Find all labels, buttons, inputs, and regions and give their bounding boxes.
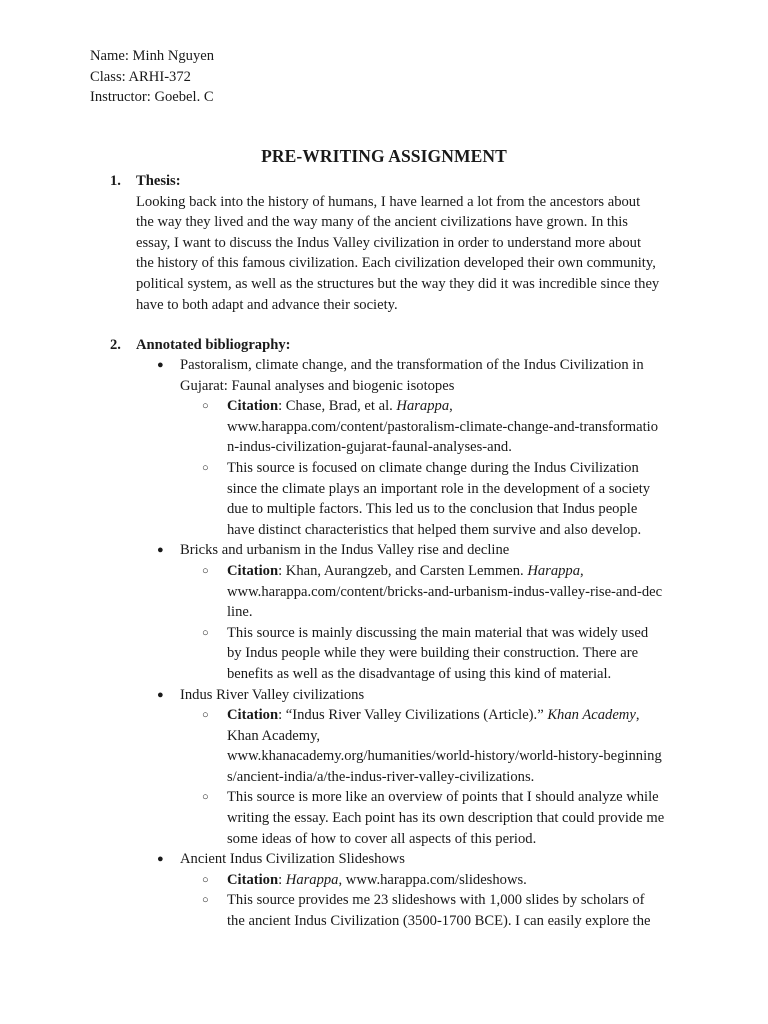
hollow-bullet-icon: ○	[202, 626, 209, 639]
citation-publisher: Harappa	[396, 398, 450, 415]
student-name: Name: Minh Nguyen	[90, 48, 215, 64]
annotation-block	[110, 458, 690, 540]
source-title-text: Bricks and urbanism in the Indus Valley rise and decline	[180, 542, 510, 559]
annotation-line	[110, 458, 690, 479]
citation-label: Citation	[227, 871, 279, 888]
hollow-bullet-icon: ○	[202, 894, 209, 907]
source-title-text: Ancient Indus Civilization Slideshows	[180, 851, 405, 868]
annotation-line	[110, 787, 690, 808]
annotation-line	[110, 499, 690, 520]
citation-url-line: Khan Academy,	[227, 727, 321, 744]
citation-block	[110, 396, 690, 458]
citation-line	[110, 396, 690, 417]
bibliography-entry	[110, 540, 690, 684]
source-title-line	[110, 355, 690, 376]
instructor-name: Instructor: Goebel. C	[90, 89, 214, 106]
thesis-heading: Thesis:	[136, 173, 181, 189]
annotation-text: by Indus people while they were building their construction. There are	[227, 645, 639, 662]
citation-url-line: line.	[227, 604, 253, 621]
citation-block	[110, 870, 690, 891]
citation-url-line: www.khanacademy.org/humanities/world-history/world-history-beginning	[227, 748, 662, 765]
citation-block	[110, 705, 690, 787]
annotation-text: This source is focused on climate change during the Indus Civilization	[227, 459, 639, 476]
annotation-line	[110, 829, 690, 850]
annotation-text: some ideas of how to cover all aspects of this period.	[227, 830, 537, 847]
citation-url-line: s/ancient-india/a/the-indus-river-valley-civilizations.	[227, 768, 535, 785]
student-info-header	[90, 46, 214, 108]
source-title-line	[110, 376, 690, 397]
source-title-line	[110, 849, 690, 870]
citation-line	[110, 870, 690, 891]
hollow-bullet-icon: ○	[202, 400, 209, 413]
hollow-bullet-icon: ○	[202, 564, 209, 577]
annotation-text: This source is more like an overview of points that I should analyze while	[227, 789, 659, 806]
citation-authors: :	[278, 871, 286, 888]
citation-suffix: ,	[635, 707, 640, 724]
annotation-line	[110, 520, 690, 541]
thesis-paragraph	[136, 192, 681, 316]
hollow-bullet-icon: ○	[202, 791, 209, 804]
citation-suffix: ,	[449, 398, 453, 415]
thesis-line: the history of this famous civilization. Each civilization developed their own community,	[136, 255, 656, 272]
citation-publisher: Khan Academy	[547, 707, 636, 724]
annotation-block	[110, 623, 690, 685]
thesis-line: political system, as well as the structures but the way they did it was incredible since they	[136, 275, 660, 292]
citation-line	[110, 561, 690, 582]
annotation-text: the ancient Indus Civilization (3500-1700 BCE). I can easily explore the	[227, 913, 651, 930]
citation-label: Citation	[227, 707, 279, 724]
annotation-line	[110, 479, 690, 500]
annotation-text: writing the essay. Each point has its own description that could provide me	[227, 810, 665, 827]
annotation-text: since the climate plays an important role in the development of a society	[227, 480, 651, 497]
thesis-line: essay, I want to discuss the Indus Valley civilization in order to understand more about	[136, 234, 641, 251]
thesis-line: the way they lived and the way many of the ancient civilizations have grown. In this	[136, 214, 628, 231]
annotation-line	[110, 623, 690, 644]
bibliography-heading: Annotated bibliography:	[136, 337, 291, 353]
bibliography-number: 2.	[110, 337, 121, 353]
annotation-text: benefits as well as the disadvantage of using this kind of material.	[227, 665, 612, 682]
citation-suffix: ,	[580, 562, 584, 579]
annotation-line	[110, 664, 690, 685]
citation-block	[110, 561, 690, 623]
bullet-icon: ●	[157, 544, 164, 557]
annotation-text: This source is mainly discussing the main material that was widely used	[227, 624, 649, 641]
citation-suffix: , www.harappa.com/slideshows.	[338, 871, 527, 888]
citation-url-line: www.harappa.com/content/bricks-and-urbanism-indus-valley-rise-and-dec	[227, 583, 663, 600]
citation-label: Citation	[227, 398, 279, 415]
annotation-text: This source provides me 23 slideshows with 1,000 slides by scholars of	[227, 892, 645, 909]
thesis-line: Looking back into the history of humans, I have learned a lot from the ancestors about	[136, 193, 641, 210]
bullet-icon: ●	[157, 359, 164, 371]
hollow-bullet-icon: ○	[202, 709, 209, 722]
document-title: PRE-WRITING ASSIGNMENT	[261, 146, 507, 166]
thesis-line: have to both adapt and advance their society.	[136, 296, 398, 313]
annotation-block	[110, 787, 690, 849]
bibliography-entry	[110, 685, 690, 850]
bullet-icon: ●	[157, 688, 164, 701]
annotation-line	[110, 911, 690, 932]
bibliography-entry	[110, 355, 690, 540]
annotation-line	[110, 890, 690, 911]
source-title-line	[110, 540, 690, 561]
thesis-number: 1.	[110, 173, 121, 189]
annotation-text: due to multiple factors. This led us to the conclusion that Indus people	[227, 501, 638, 518]
annotation-line	[110, 808, 690, 829]
annotation-line	[110, 643, 690, 664]
bullet-icon: ●	[157, 853, 164, 866]
hollow-bullet-icon: ○	[202, 873, 209, 886]
citation-line	[110, 705, 690, 726]
annotation-text: have distinct characteristics that helped them survive and also develop.	[227, 521, 642, 538]
source-title-text: Indus River Valley civilizations	[180, 686, 365, 703]
class-code: Class: ARHI-372	[90, 68, 191, 85]
hollow-bullet-icon: ○	[202, 461, 209, 474]
bibliography-list	[110, 355, 690, 932]
source-title-text: Gujarat: Faunal analyses and biogenic isotopes	[180, 377, 455, 394]
citation-label: Citation	[227, 562, 279, 579]
source-title-text: Pastoralism, climate change, and the transformation of the Indus Civilization in	[180, 357, 644, 373]
source-title-line	[110, 685, 690, 706]
citation-url-line: www.harappa.com/content/pastoralism-climate-change-and-transformatio	[227, 418, 659, 435]
citation-publisher: Harappa	[527, 562, 581, 579]
bibliography-entry	[110, 849, 690, 931]
citation-authors: : “Indus River Valley Civilizations (Article).”	[278, 707, 548, 724]
citation-url-line: n-indus-civilization-gujarat-faunal-analyses-and.	[227, 439, 512, 456]
annotation-block	[110, 890, 690, 931]
citation-publisher: Harappa	[285, 871, 339, 888]
citation-authors: : Chase, Brad, et al.	[278, 398, 397, 415]
citation-authors: : Khan, Aurangzeb, and Carsten Lemmen.	[278, 562, 528, 579]
